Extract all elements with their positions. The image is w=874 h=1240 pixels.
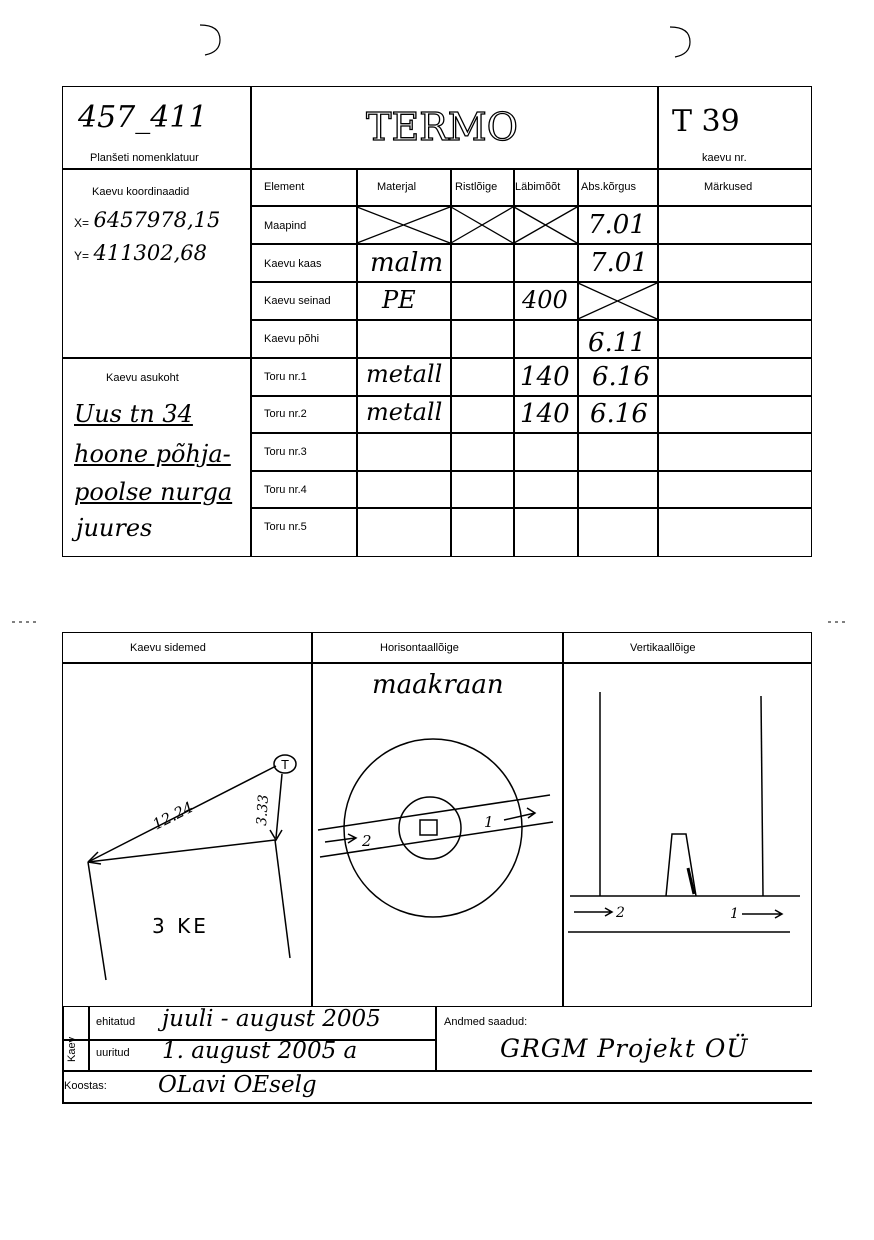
row-label: Toru nr.2 (264, 408, 307, 420)
title-text: TERMO (366, 105, 518, 149)
diameter-value: 140 (520, 399, 570, 429)
height-value: 7.01 (590, 248, 648, 278)
surveyed-value: 1. august 2005 a (162, 1038, 358, 1064)
material-value: PE (382, 286, 416, 314)
compiled-value: OLavi OEselg (158, 1072, 317, 1098)
row-label: Toru nr.4 (264, 484, 307, 496)
surveyed-label: uuritud (96, 1047, 130, 1059)
col-header-cross: Ristlõige (455, 181, 498, 193)
pipe1-label-v: 1 (730, 906, 739, 922)
col3-header: Vertikaallõige (630, 642, 696, 654)
material-value: metall (366, 398, 443, 426)
location-label: Kaevu asukoht (106, 372, 179, 384)
kaev-side-label: Kaev (66, 1036, 78, 1062)
coord-x-prefix: X= (74, 216, 90, 230)
well-number-value: T 39 (672, 104, 740, 139)
row-label: Kaevu põhi (264, 333, 320, 345)
col2-header: Horisontaallõige (380, 642, 459, 654)
built-label: ehitatud (96, 1016, 136, 1028)
col1-header: Kaevu sidemed (130, 642, 206, 654)
compiled-label: Koostas: (64, 1080, 107, 1092)
pipe2-label: 2 (362, 832, 372, 850)
pipe1-label: 1 (484, 813, 494, 831)
well-number-label: kaevu nr. (702, 152, 747, 164)
data-source-label: Andmed saadud: (444, 1016, 528, 1028)
col-header-diameter: Läbimõõt (515, 181, 561, 193)
material-value: malm (370, 248, 444, 278)
height-value: 6.11 (588, 328, 646, 358)
location-line-2: hoone põhja- (74, 440, 231, 468)
horizontal-note: maakraan (372, 670, 504, 700)
pipe2-label-v: 2 (616, 905, 625, 921)
row-label: Maapind (264, 220, 307, 232)
well-marker-text: T (281, 758, 289, 772)
height-value: 6.16 (592, 362, 650, 392)
nomenclature-label: Planšeti nomenklatuur (90, 152, 199, 164)
row-label: Toru nr.1 (264, 371, 307, 383)
building-label: 3 KE (152, 914, 209, 938)
location-line-1: Uus tn 34 (74, 400, 193, 428)
col-header-height: Abs.kõrgus (581, 181, 637, 193)
row-label: Kaevu seinad (264, 295, 331, 307)
row-label: Toru nr.3 (264, 446, 307, 458)
data-source-value: GRGM Projekt OÜ (500, 1034, 749, 1063)
row-label: Kaevu kaas (264, 258, 322, 270)
location-line-3: poolse nurga (74, 478, 233, 506)
tie-distance-1: 12.24 (149, 798, 197, 834)
col-header-notes: Märkused (704, 181, 753, 193)
coord-x-value: 6457978,15 (93, 208, 221, 232)
wall-right (761, 696, 763, 896)
coord-y-value: 411302,68 (93, 241, 208, 265)
diameter-value: 400 (522, 286, 568, 314)
location-line-4: juures (76, 514, 153, 542)
pipe2-arrow-v (574, 908, 612, 916)
pipe1-arrow-v (742, 910, 782, 918)
tie-distance-2: 3.33 (254, 794, 273, 827)
nomenclature-value: 457_411 (78, 100, 208, 135)
height-value: 6.16 (590, 399, 648, 429)
height-value: 7.01 (588, 210, 646, 240)
coords-label: Kaevu koordinaadid (92, 186, 190, 198)
material-value: metall (366, 360, 443, 388)
coord-y-prefix: Y= (74, 249, 90, 263)
diameter-value: 140 (520, 362, 570, 392)
col-header-material: Materjal (377, 181, 417, 193)
built-value: juuli - august 2005 (162, 1006, 381, 1032)
col-header-element: Element (264, 181, 305, 193)
row-label: Toru nr.5 (264, 521, 307, 533)
